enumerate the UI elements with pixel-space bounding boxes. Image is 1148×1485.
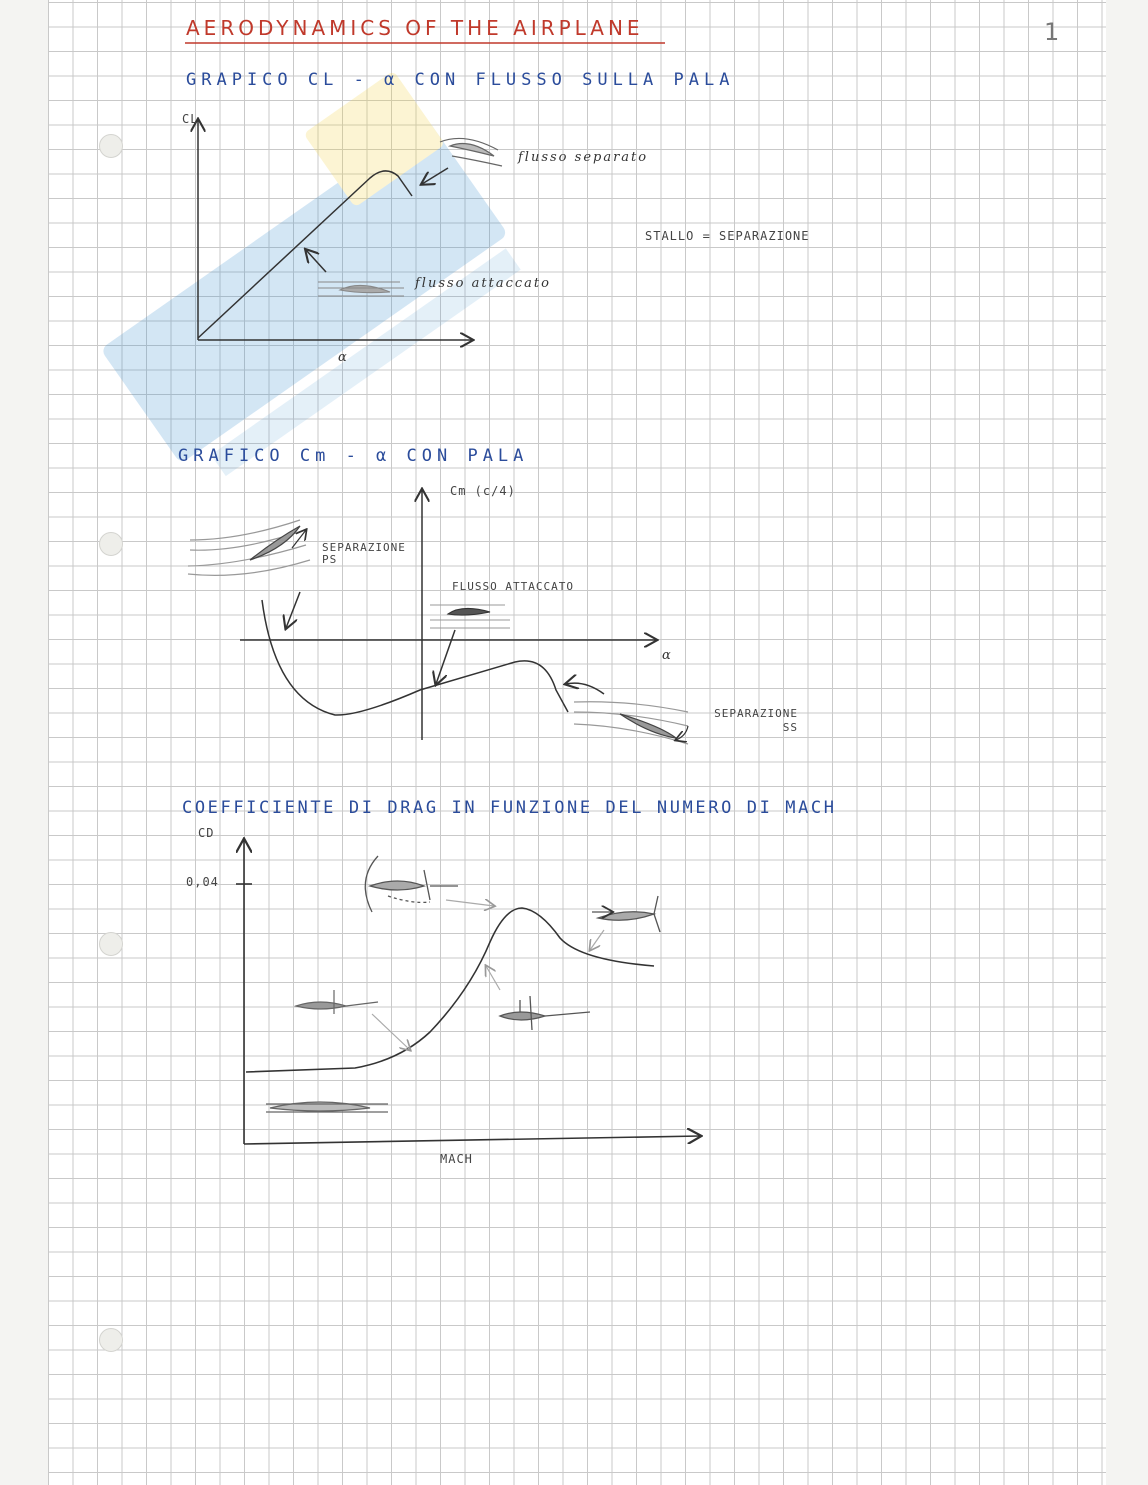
cd-curve <box>246 908 654 1072</box>
airfoil-ss-icon <box>574 702 688 744</box>
cl-stall-arrow <box>422 168 448 184</box>
airfoil-subsonic-icon <box>266 1102 388 1112</box>
cl-y-axis-label: CL <box>182 112 199 126</box>
cm-ps-arrow <box>286 592 300 628</box>
cm-alpha-chart <box>188 490 688 744</box>
cl-x-axis-label: α <box>338 350 349 365</box>
airfoil-transonic-icon <box>592 896 660 932</box>
section-heading-cm-alpha: GRAFICO Cm - α CON PALA <box>178 446 529 466</box>
cm-y-axis-label: Cm (c/4) <box>450 484 516 498</box>
airfoil-shock-icon <box>296 990 378 1014</box>
cl-slope-arrow <box>306 250 326 272</box>
cl-curve <box>198 171 412 338</box>
cl-alpha-chart <box>198 120 502 340</box>
label-flusso-attaccato: flusso attaccato <box>415 276 551 291</box>
page-title: AERODYNAMICS OF THE AIRPLANE <box>186 16 644 40</box>
cd-x-axis <box>244 1136 700 1144</box>
label-separazione-ss: SEPARAZIONE SS <box>714 707 798 734</box>
cd-x-axis-label: MACH <box>440 1152 473 1166</box>
cm-curve <box>262 600 568 715</box>
airfoil-attached-icon <box>318 282 404 296</box>
cd-y-tick-label: 0,04 <box>186 875 219 889</box>
cd-y-axis-label: CD <box>198 826 215 840</box>
cm-attached-arrow <box>436 630 455 684</box>
cm-ss-arrow <box>566 683 604 694</box>
airfoil-normal-shock-icon <box>500 996 590 1030</box>
label-flusso-separato: flusso separato <box>518 150 649 165</box>
airfoil-bow-wave-icon <box>365 856 458 912</box>
section-heading-cl-alpha: GRAPICO CL - α CON FLUSSO SULLA PALA <box>186 70 735 90</box>
airfoil-separated-icon <box>440 138 502 166</box>
note-stallo: STALLO = SEPARAZIONE <box>645 229 810 243</box>
airfoil-ps-icon <box>188 520 310 575</box>
page-number: 1 <box>1044 18 1062 46</box>
cd-mach-chart <box>236 840 700 1144</box>
section-heading-cd-mach: COEFFICIENTE DI DRAG IN FUNZIONE DEL NUMERO DI MACH <box>182 798 837 818</box>
airfoil-attached-icon <box>430 605 510 628</box>
label-flusso-attaccato-cm: FLUSSO ATTACCATO <box>452 580 574 593</box>
cm-x-axis-label: α <box>662 648 673 663</box>
label-separazione-ps: SEPARAZIONE PS <box>322 541 406 566</box>
